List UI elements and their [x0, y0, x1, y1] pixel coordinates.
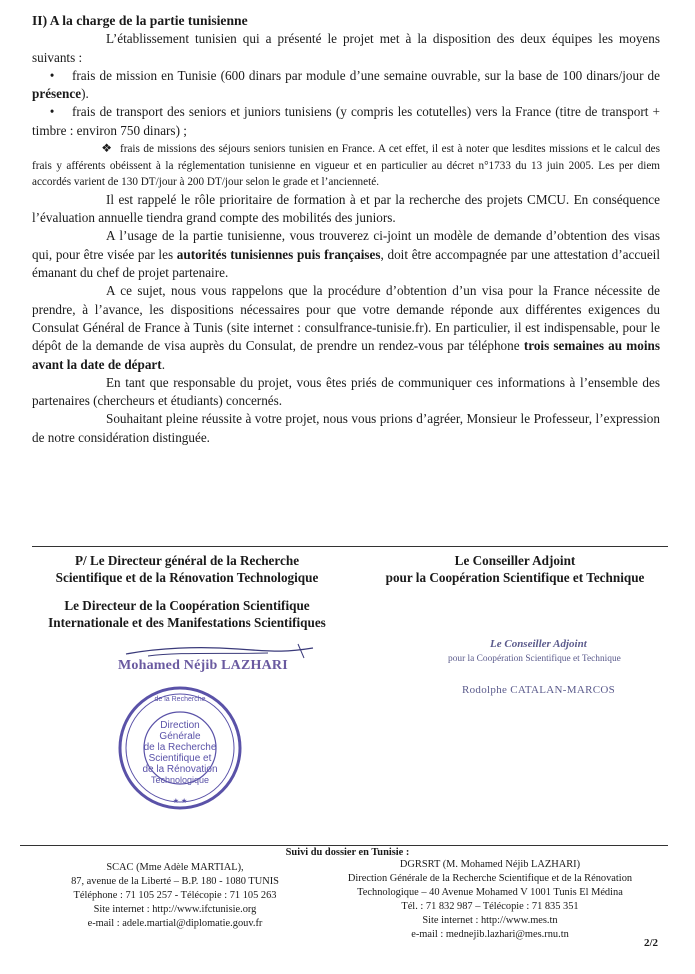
footer-line: DGRSRT (M. Mohamed Néjib LAZHARI) [399, 859, 581, 870]
visa-paragraph [32, 227, 660, 282]
consulat-text-a: A ce sujet, nous vous rappelons que la procédure d’obtention d’un visa pour la France nécessite de prendre, à l’avance, les dispositions nécessaires pour que votre demande réponde aux différentes exigences du Consulat Général de France à Tunis (site internet : consulfrance-tunisie.fr). En particulier, il est indispensable, pour le dépôt de la demande de visa auprès du Consulat, de prendre un rendez-vous par téléphone [32, 283, 660, 354]
right-title-line: pour la Coopération Scientifique et Technique [385, 569, 645, 585]
stamp-title: Le Conseiller Adjoint [490, 638, 587, 650]
svg-text:Direction: Direction [160, 720, 200, 731]
consulat-paragraph [32, 282, 660, 373]
svg-text:Technologique: Technologique [150, 775, 210, 785]
footer-line: Téléphone : 71 105 257 - Télécopie : 71 105 263 [73, 890, 277, 901]
responsable-paragraph: En tant que responsable du projet, vous êtes priés de communiquer ces informations à l’ensemble des partenaires (chercheurs et étudiants) concernés. [32, 374, 660, 409]
signatory-name-left: Mohamed Néjib LAZHARI [118, 658, 288, 673]
official-seal [115, 683, 245, 813]
visa-text-b: , doit être accompagnée par une attestation d’accueil émanant du chef de projet partenaire. [32, 246, 661, 281]
section-title: II) A la charge de la partie tunisienne [32, 13, 248, 28]
bullet-text: frais de mission en Tunisie (600 dinars par module d’une semaine ouvrable, sur la base de 100 dinars/jour de [72, 67, 660, 83]
svg-text:Scientifique et: Scientifique et [148, 753, 212, 764]
cmcu-paragraph: Il est rappelé le rôle prioritaire de formation à et par la recherche des projets CMCU. En conséquence l’évaluation annuelle tiendra grand compte des mobilités des juniors. [32, 191, 660, 226]
bullet-text: frais de transport des seniors et juniors tunisiens (y compris les cotutelles) vers la France (titre de transport + timbre : environ 750 dinars) ; [32, 104, 660, 138]
footer-line: Technologique – 40 Avenue Mohamed V 1001 Tunis El Médina [357, 887, 623, 898]
intro-paragraph: L’établissement tunisien qui a présenté le projet met à la disposition des deux équipes les moyens suivants : [32, 31, 660, 65]
right-title-line: Le Conseiller Adjoint [454, 553, 576, 568]
diamond-bullet-icon: ❖ [101, 141, 112, 156]
footer-line: Direction Générale de la Recherche Scientifique et de la Rénovation [347, 873, 633, 884]
closing-paragraph: Souhaitant pleine réussite à votre projet, nous vous prions d’agréer, Monsieur le Professeur, l’expression de notre considération distinguée. [32, 411, 660, 445]
footer-line: Site internet : http://www.mes.tn [422, 915, 558, 926]
stamp-subtitle: pour la Coopération Scientifique et Technique [448, 654, 621, 664]
star-paragraph [32, 140, 660, 191]
svg-text:de la Recherche: de la Recherche [143, 742, 217, 753]
left-title-line: Le Directeur de la Coopération Scientifique [64, 598, 310, 613]
footer-line: Tél. : 71 832 987 – Télécopie : 71 835 351 [401, 901, 579, 912]
bullet-bold-text: présence [32, 86, 82, 102]
svg-text:Générale: Générale [159, 731, 201, 742]
bullet-icon: • [49, 67, 55, 83]
list-item [32, 67, 660, 104]
consulat-text-bold: trois semaines au moins avant la date de départ [32, 338, 660, 372]
svg-text:★ ★: ★ ★ [172, 798, 188, 805]
footer-line: SCAC (Mme Adèle MARTIAL), [106, 862, 244, 873]
bullet-icon: • [49, 104, 55, 120]
letter-body [32, 12, 660, 447]
footer-line: e-mail : adele.martial@diplomatie.gouv.fr [87, 918, 263, 929]
footer-contact-left [30, 861, 320, 931]
footer-contact-right [300, 858, 680, 942]
footer-line: e-mail : mednejib.lazhari@mes.rnu.tn [411, 929, 569, 940]
consulat-text-b: . [161, 356, 165, 372]
signatory-name-right: Rodolphe CATALAN-MARCOS [462, 684, 615, 696]
list-item [32, 103, 660, 140]
left-title-line: Internationale et des Manifestations Scientifiques [48, 614, 326, 630]
bullet-tail-text: ). [81, 86, 89, 102]
star-paragraph-text: frais de missions des séjours seniors tunisien en France. A cet effet, il est à noter que lesdites missions et le calcul des frais y afférents obéissent à la réglementation tunisienne en vigueur et en particulier au décret n°1733 du 13 juin 2005. Les per diem accordés varient de 130 DT/jour à 200 DT/jour selon le grade et l’ancienneté. [32, 143, 660, 189]
visa-text-bold: autorités tunisiennes puis françaises [176, 246, 381, 262]
footer-line: Site internet : http://www.ifctunisie.org [93, 904, 257, 915]
footer-divider [20, 845, 668, 846]
signature-block-left [22, 553, 352, 631]
footer-heading: Suivi du dossier en Tunisie : [285, 847, 410, 858]
left-title-line: Scientifique et de la Rénovation Technologique [55, 569, 319, 585]
page-number: 2/2 [644, 937, 659, 949]
visa-text-a: A l’usage de la partie tunisienne, vous trouverez ci-joint un modèle de demande d’obtention des visas qui, pour être visée par les [32, 228, 660, 262]
left-title-line: P/ Le Directeur général de la Recherche [74, 553, 300, 568]
signature-stamp-right [448, 637, 621, 698]
signature-divider [32, 546, 668, 547]
footer-line: 87, avenue de la Liberté – B.P. 180 - 1080 TUNIS [71, 876, 279, 887]
svg-text:de la Recherche: de la Recherche [154, 696, 206, 703]
signature-block-right [350, 553, 680, 586]
svg-text:de la Rénovation: de la Rénovation [142, 764, 218, 775]
